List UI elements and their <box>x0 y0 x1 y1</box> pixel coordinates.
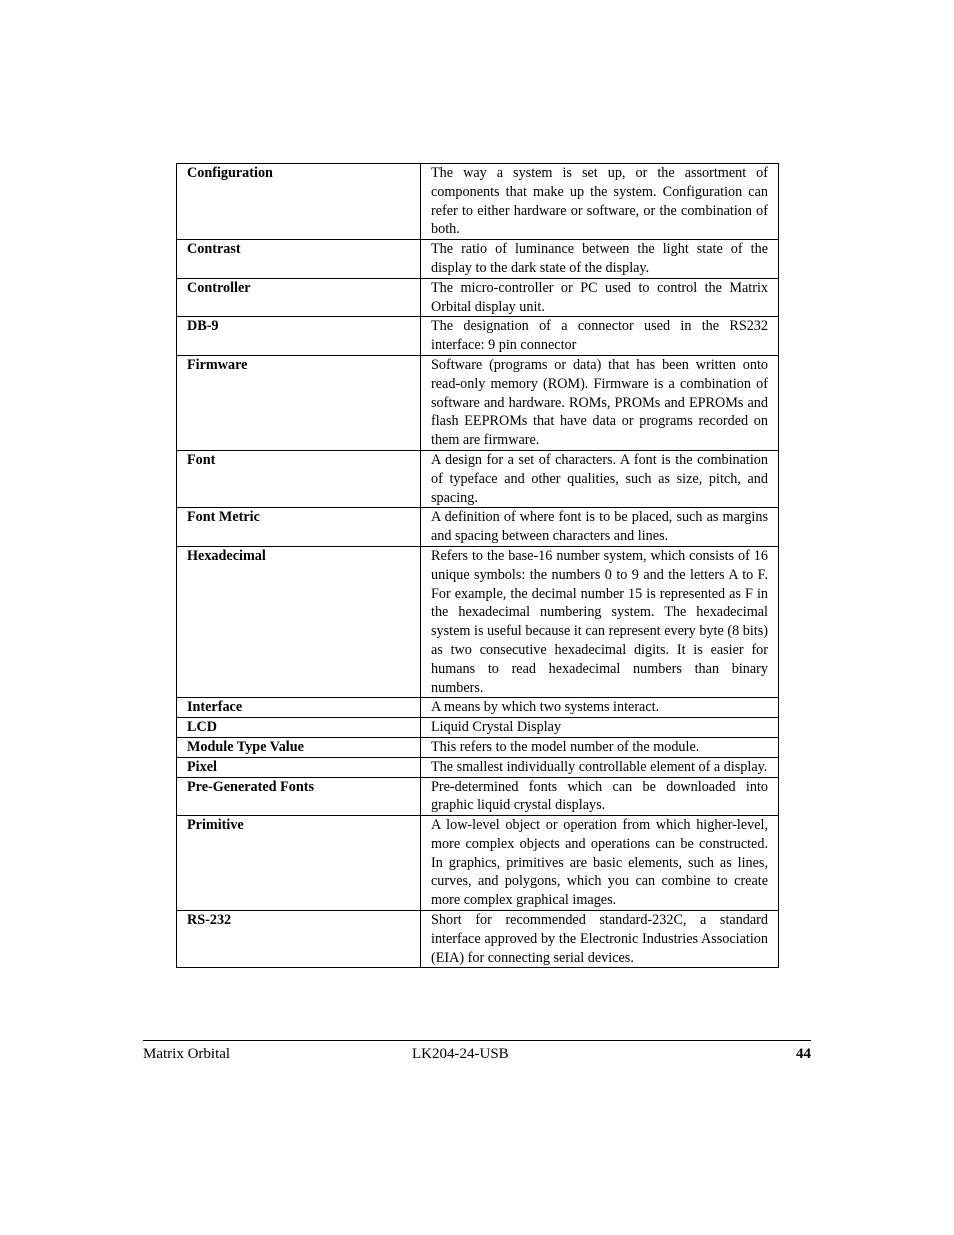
glossary-definition: Refers to the base-16 number system, which consists of 16 unique symbols: the numbers 0 to 9 and the letters A to F. For example, the decimal number 15 is represented as F in the hexadecimal numbering system. The hexadecimal system is useful because it can represent every byte (8 bits) as two consecutive hexadecimal digits. It is easier for humans to read hexadecimal numbers than binary numbers. <box>421 546 779 697</box>
glossary-term: Font Metric <box>177 508 421 547</box>
glossary-definition: The way a system is set up, or the assortment of components that make up the system. Configuration can refer to either hardware or software, or the combination of both. <box>421 164 779 240</box>
glossary-term: RS-232 <box>177 911 421 968</box>
table-row <box>177 737 779 757</box>
glossary-definition: This refers to the model number of the module. <box>421 737 779 757</box>
glossary-term: Pre-Generated Fonts <box>177 777 421 816</box>
glossary-term: Primitive <box>177 816 421 911</box>
table-row <box>177 164 779 240</box>
glossary-term: DB-9 <box>177 317 421 356</box>
footer-company: Matrix Orbital <box>143 1046 231 1062</box>
table-row <box>177 317 779 356</box>
table-row <box>177 450 779 507</box>
table-row <box>177 546 779 697</box>
glossary-definition: Liquid Crystal Display <box>421 718 779 738</box>
table-row <box>177 355 779 450</box>
glossary-term: Contrast <box>177 240 421 279</box>
footer-model: LK204-24-USB <box>412 1046 509 1062</box>
glossary-term: Font <box>177 450 421 507</box>
table-row <box>177 278 779 317</box>
table-row <box>177 816 779 911</box>
glossary-definition: A means by which two systems interact. <box>421 698 779 718</box>
table-row <box>177 698 779 718</box>
glossary-definition: A low-level object or operation from which higher-level, more complex objects and operations can be constructed. In graphics, primitives are basic elements, such as lines, curves, and polygons, which you can combine to create more complex graphical images. <box>421 816 779 911</box>
glossary-term: LCD <box>177 718 421 738</box>
glossary-definition: Software (programs or data) that has been written onto read-only memory (ROM). Firmware is a combination of software and hardware. ROMs, PROMs and EPROMs and flash EEPROMs that have data or programs recorded on them are firmware. <box>421 355 779 450</box>
table-row <box>177 757 779 777</box>
page-number: 44 <box>796 1046 811 1062</box>
glossary-term: Pixel <box>177 757 421 777</box>
glossary-term: Configuration <box>177 164 421 240</box>
glossary-definition: The ratio of luminance between the light state of the display to the dark state of the display. <box>421 240 779 279</box>
glossary-definition: The micro-controller or PC used to control the Matrix Orbital display unit. <box>421 278 779 317</box>
glossary-definition: Short for recommended standard-232C, a standard interface approved by the Electronic Industries Association (EIA) for connecting serial devices. <box>421 911 779 968</box>
glossary-definition: The designation of a connector used in the RS232 interface: 9 pin connector <box>421 317 779 356</box>
glossary-term: Hexadecimal <box>177 546 421 697</box>
glossary-term: Firmware <box>177 355 421 450</box>
glossary-term: Controller <box>177 278 421 317</box>
glossary-definition: A definition of where font is to be placed, such as margins and spacing between characters and lines. <box>421 508 779 547</box>
footer-divider <box>143 1040 811 1041</box>
table-row <box>177 718 779 738</box>
glossary-term: Interface <box>177 698 421 718</box>
glossary-term: Module Type Value <box>177 737 421 757</box>
table-row <box>177 508 779 547</box>
page-footer <box>143 1044 811 1064</box>
table-row <box>177 911 779 968</box>
glossary-definition: Pre-determined fonts which can be downloaded into graphic liquid crystal displays. <box>421 777 779 816</box>
glossary-definition: A design for a set of characters. A font is the combination of typeface and other qualities, such as size, pitch, and spacing. <box>421 450 779 507</box>
table-row <box>177 777 779 816</box>
glossary-table <box>176 163 779 968</box>
glossary-definition: The smallest individually controllable element of a display. <box>421 757 779 777</box>
table-row <box>177 240 779 279</box>
